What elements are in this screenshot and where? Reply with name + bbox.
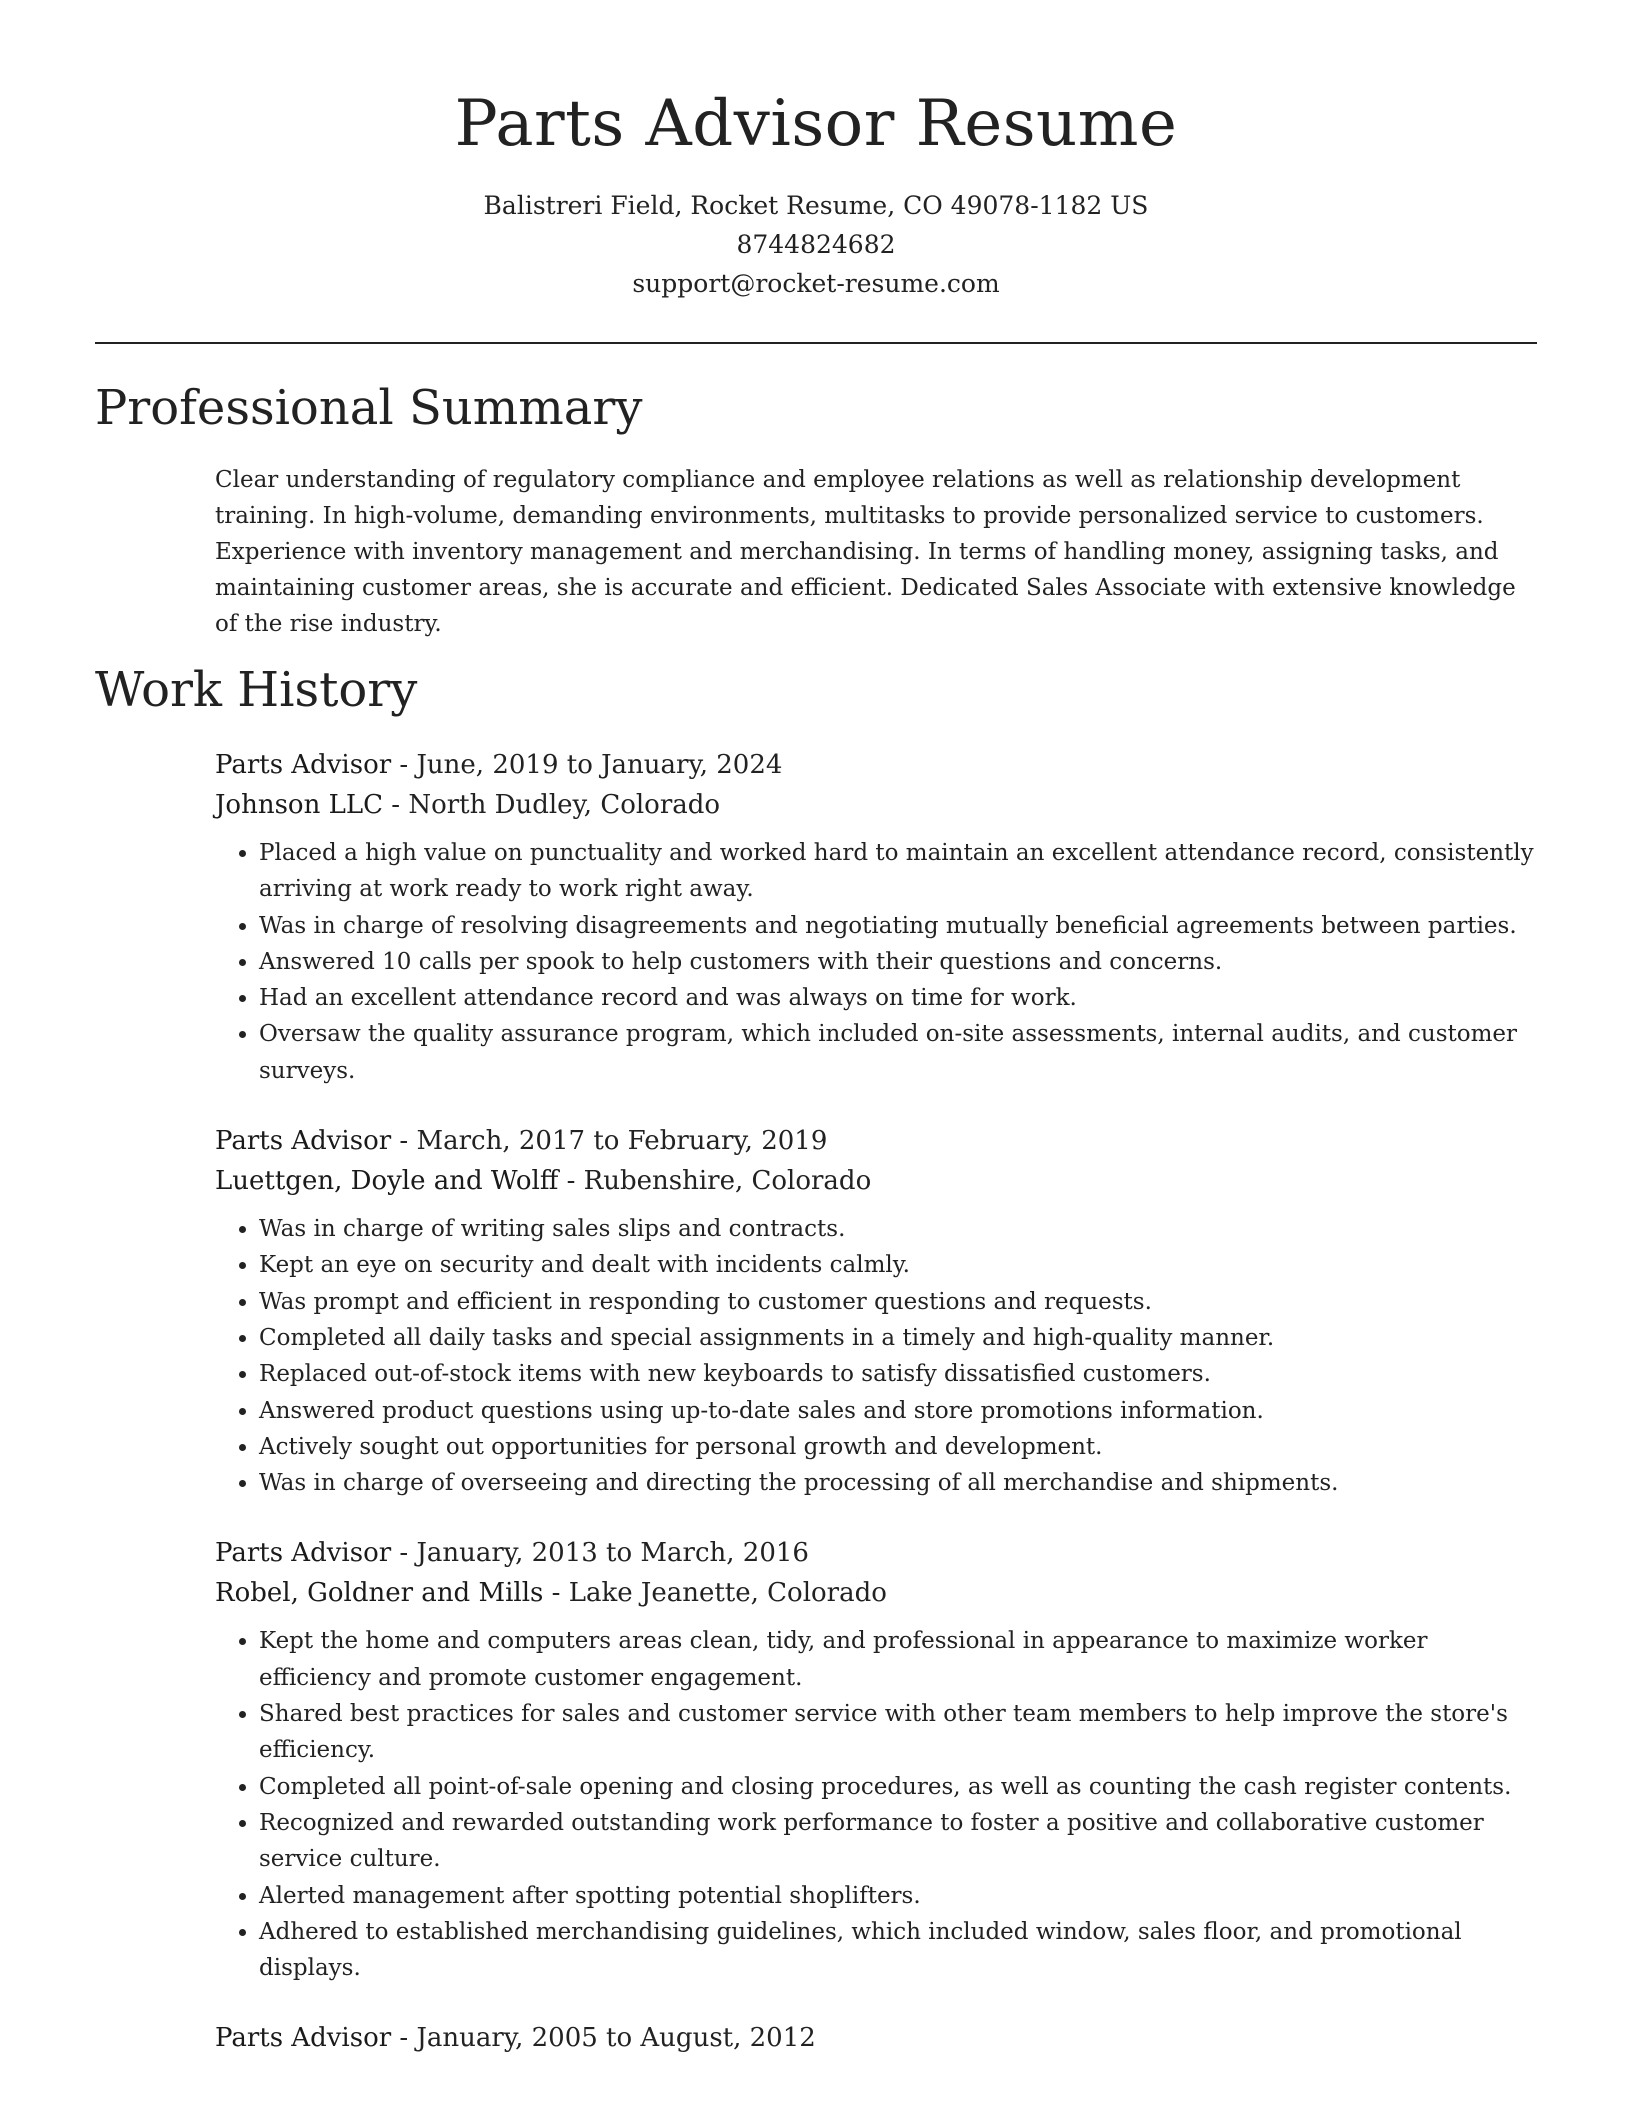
contact-phone: 8744824682 — [736, 230, 896, 259]
job-bullet: • Completed all point-of-sale opening and closing procedures, as well as counting the cash register contents. — [259, 1769, 1537, 1805]
work-history-heading: Work History — [95, 662, 418, 718]
job-bullet: • Was in charge of overseeing and directing the processing of all merchandise and shipments. — [259, 1465, 1537, 1501]
job-bullet: • Recognized and rewarded outstanding work performance to foster a positive and collaborative customer service culture. — [259, 1805, 1537, 1878]
separator: - — [391, 750, 417, 780]
job-bullet: • Oversaw the quality assurance program, which included on-site assessments, internal audits, and customer surveys. — [259, 1016, 1537, 1089]
job-bullet: • Completed all daily tasks and special assignments in a timely and high-quality manner. — [259, 1320, 1537, 1356]
header-divider — [95, 342, 1537, 344]
job-entry — [215, 1121, 1537, 1501]
summary-heading: Professional Summary — [95, 380, 643, 436]
job-bullet: • Kept an eye on security and dealt with incidents calmly. — [259, 1247, 1537, 1283]
job-title-line — [215, 1533, 1537, 1573]
separator: - — [391, 1538, 417, 1569]
job-bullets — [215, 835, 1537, 1089]
resume-header — [0, 0, 1632, 303]
separator: - — [391, 2023, 417, 2054]
job-entry — [215, 745, 1537, 1089]
job-bullet: • Was in charge of writing sales slips and contracts. — [259, 1211, 1537, 1247]
separator: - — [543, 1578, 569, 1609]
job-company: Robel, Goldner and Mills — [215, 1578, 544, 1609]
job-bullet: • Placed a high value on punctuality and worked hard to maintain an excellent attendance record, consistently arriving at work ready to work right away. — [259, 835, 1537, 908]
job-company-line — [215, 1161, 1537, 1201]
separator: - — [558, 1166, 584, 1197]
job-dates: March, 2017 to February, 2019 — [416, 1126, 828, 1157]
job-company: Luettgen, Doyle and Wolff — [215, 1166, 559, 1197]
job-dates: January, 2005 to August, 2012 — [416, 2023, 816, 2054]
work-history-list — [215, 745, 1537, 2090]
job-title-line — [215, 1121, 1537, 1161]
job-bullet: • Adhered to established merchandising guidelines, which included window, sales floor, and promotional displays. — [259, 1914, 1537, 1987]
job-title-line — [215, 2018, 1537, 2058]
job-title: Parts Advisor — [215, 1126, 392, 1157]
resume-title: Parts Advisor Resume — [454, 87, 1178, 161]
job-title: Parts Advisor — [215, 750, 392, 780]
job-title: Parts Advisor — [215, 1538, 392, 1569]
job-title: Parts Advisor — [215, 2023, 392, 2054]
job-bullet: • Was in charge of resolving disagreements and negotiating mutually beneficial agreements between parties. — [259, 908, 1537, 944]
job-bullet: • Answered product questions using up-to-date sales and store promotions information. — [259, 1393, 1537, 1429]
summary-text: Clear understanding of regulatory compliance and employee relations as well as relationship development training. In high-volume, demanding environments, multitasks to provide personalized service to customers. Experience with inventory management and merchandising. In terms of handling money, assigning tasks, and maintaining customer areas, she is accurate and efficient. Dedicated Sales Associate with extensive knowledge of the rise industry. — [215, 467, 1516, 637]
separator: - — [391, 1126, 417, 1157]
job-bullet: • Replaced out-of-stock items with new keyboards to satisfy dissatisfied customers. — [259, 1356, 1537, 1392]
job-location: Rubenshire, Colorado — [583, 1166, 872, 1197]
job-bullet: • Was prompt and efficient in responding to customer questions and requests. — [259, 1284, 1537, 1320]
job-entry — [215, 2018, 1537, 2058]
job-bullet: • Had an excellent attendance record and was always on time for work. — [259, 980, 1537, 1016]
job-bullets — [215, 1211, 1537, 1501]
job-dates: January, 2013 to March, 2016 — [416, 1538, 809, 1569]
job-entry — [215, 1533, 1537, 1986]
contact-info — [0, 186, 1632, 303]
job-company-line — [215, 785, 1537, 825]
job-bullets — [215, 1623, 1537, 1986]
contact-address: Balistreri Field, Rocket Resume, CO 49078-1182 US — [483, 191, 1149, 220]
job-bullet: • Answered 10 calls per spook to help customers with their questions and concerns. — [259, 944, 1537, 980]
job-bullet: • Shared best practices for sales and customer service with other team members to help improve the store's efficiency. — [259, 1696, 1537, 1769]
job-location: North Dudley, Colorado — [408, 790, 721, 820]
job-bullet: • Actively sought out opportunities for personal growth and development. — [259, 1429, 1537, 1465]
job-bullet: • Alerted management after spotting potential shoplifters. — [259, 1878, 1537, 1914]
job-location: Lake Jeanette, Colorado — [568, 1578, 887, 1609]
contact-email: support@rocket-resume.com — [632, 269, 1000, 298]
separator: - — [383, 790, 409, 820]
job-dates: June, 2019 to January, 2024 — [416, 750, 783, 780]
job-company-line — [215, 1573, 1537, 1613]
job-bullet: • Kept the home and computers areas clean, tidy, and professional in appearance to maximize worker efficiency and promote customer engagement. — [259, 1623, 1537, 1696]
job-company: Johnson LLC — [215, 790, 383, 820]
job-title-line — [215, 745, 1537, 785]
